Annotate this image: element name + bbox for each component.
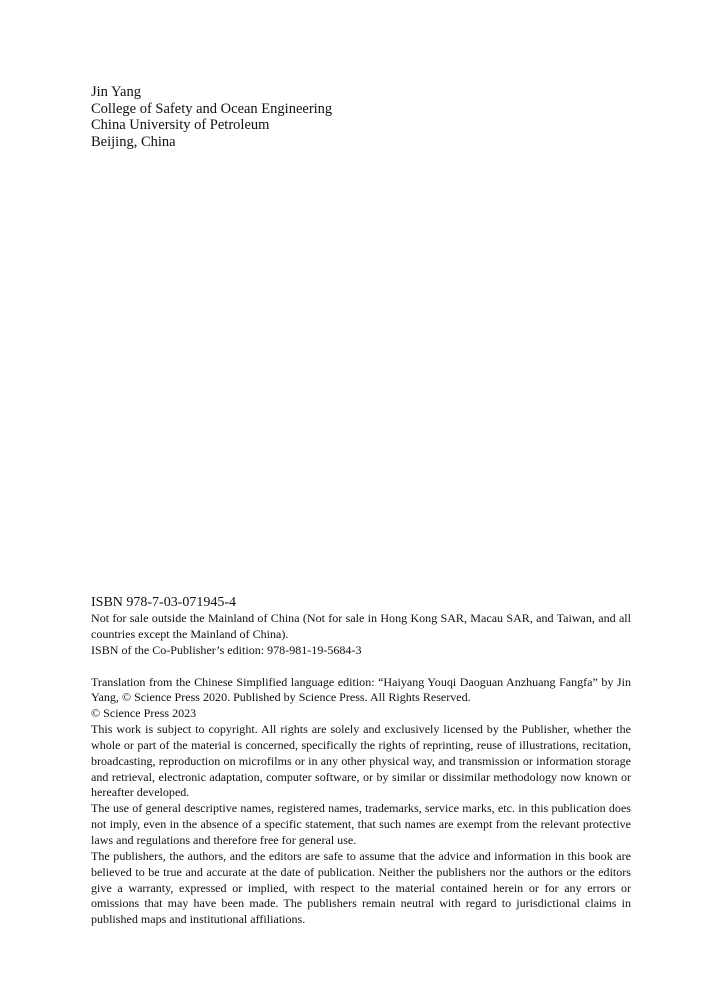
translation-statement: Translation from the Chinese Simplified language edition: “Haiyang Youqi Daoguan Anzhuang Fangfa” by Jin Yang, © Science Press 2020. Published by Science Press. All Rights Reserved.: [91, 674, 631, 705]
copublisher-isbn: ISBN of the Co-Publisher’s edition: 978-981-19-5684-3: [91, 642, 362, 657]
trademark-statement: The use of general descriptive names, registered names, trademarks, service marks, etc. in this publication does not imply, even in the absence of a specific statement, that such names are exempt from the relevant protective laws and regulations and therefore free for general use.: [91, 801, 631, 847]
rights-statement: This work is subject to copyright. All rights are solely and exclusively licensed by the Publisher, whether the whole or part of the material is concerned, specifically the rights of reprinting, reuse of illustrations, recitation, broadcasting, reproduction on microfilms or in any other physical way, and transmission or information storage and retrieval, electronic adaptation, computer software, or by similar or dissimilar methodology now known or hereafter developed.: [91, 722, 631, 800]
disclaimer-statement: The publishers, the authors, and the editors are safe to assume that the advice and information in this book are believed to be true and accurate at the date of publication. Neither the publishers nor the authors or the editors give a warranty, expressed or implied, with respect to the material contained herein or for any errors or omissions that may have been made. The publishers remain neutral with regard to jurisdictional claims in published maps and institutional affiliations.: [91, 848, 631, 927]
paragraph-spacer: [91, 659, 631, 675]
author-name: Jin Yang: [91, 84, 141, 100]
author-affiliation: [91, 84, 651, 150]
copyright-notice: [91, 611, 631, 928]
isbn-main: ISBN 978-7-03-071945-4: [91, 595, 237, 610]
copyright-line: © Science Press 2023: [91, 706, 197, 721]
author-university: China University of Petroleum: [91, 117, 270, 133]
author-location: Beijing, China: [91, 133, 176, 150]
author-department: College of Safety and Ocean Engineering: [91, 100, 333, 117]
sale-restriction: Not for sale outside the Mainland of China (Not for sale in Hong Kong SAR, Macau SAR, and Taiwan, and all countries except the Mainland of China).: [91, 611, 631, 641]
